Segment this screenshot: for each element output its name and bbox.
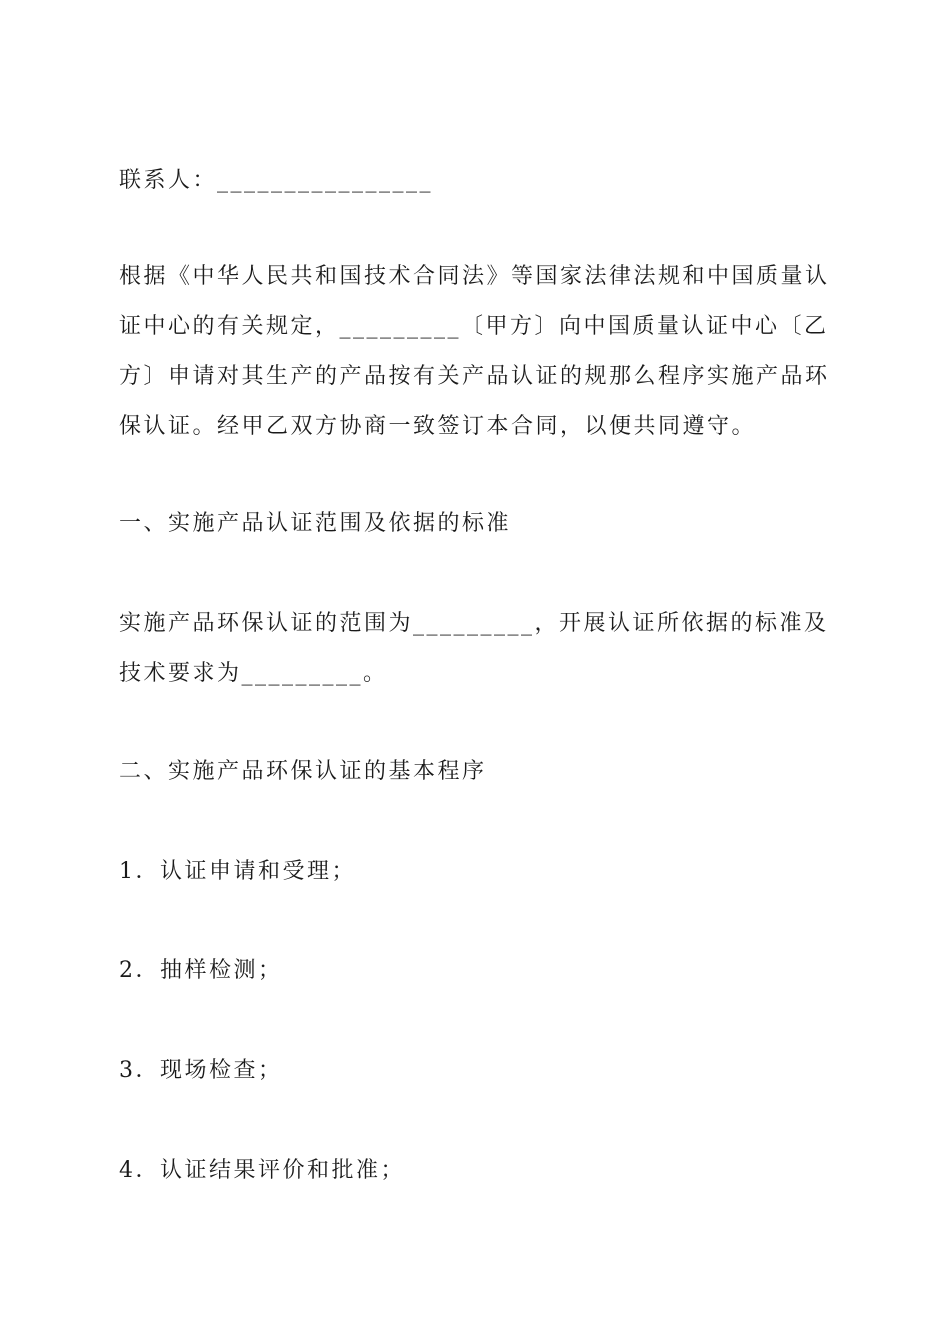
section-heading-procedure: 二、实施产品环保认证的基本程序 [119,759,487,784]
section-heading-scope: 一、实施产品认证范围及依据的标准 [119,511,512,536]
procedure-step-3: 3．现场检查； [119,1058,283,1083]
procedure-step-1: 1．认证申请和受理； [119,859,356,884]
scope-paragraph: 实施产品环保认证的范围为_________，开展认证所依据的标准及技术要求为_________。 [119,611,829,686]
contact-line: 联系人：________________ [119,168,434,193]
procedure-step-2: 2．抽样检测； [119,958,283,983]
intro-paragraph: 根据《中华人民共和国技术合同法》等国家法律法规和中国质量认证中心的有关规定，_________〔甲方〕向中国质量认证中心〔乙方〕申请对其生产的产品按有关产品认证的规那么程序实施产品环保认证。经甲乙双方协商一致签订本合同，以便共同遵守。 [119,264,830,439]
procedure-step-4: 4．认证结果评价和批准； [119,1158,405,1183]
